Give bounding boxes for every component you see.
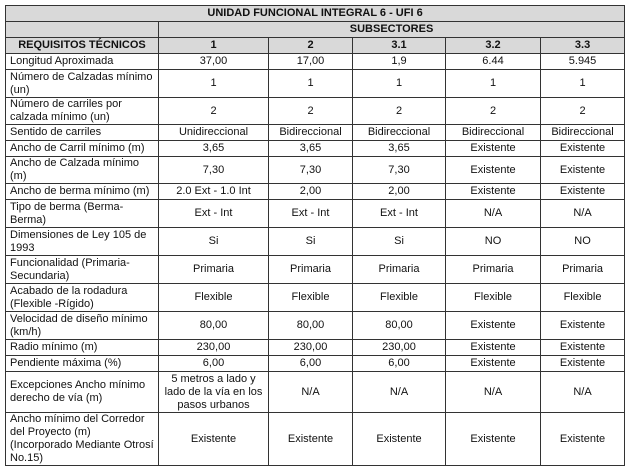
- row-label: Ancho de Calzada mínimo (m): [6, 157, 159, 184]
- cell-value: 2: [159, 98, 269, 125]
- cell-value: Existente: [446, 356, 541, 372]
- cell-value: 6,00: [269, 356, 353, 372]
- cell-value: Bidireccional: [541, 125, 625, 141]
- cell-value: Primaria: [269, 256, 353, 284]
- row-label: Número de Calzadas mínimo (un): [6, 70, 159, 98]
- cell-value: Unidireccional: [159, 125, 269, 141]
- row-label: Número de carriles por calzada mínimo (un): [6, 98, 159, 125]
- cell-value: 7,30: [269, 157, 353, 184]
- cell-value: 2.0 Ext - 1.0 Int: [159, 184, 269, 200]
- cell-value: Existente: [446, 413, 541, 466]
- cell-value: Si: [353, 228, 446, 256]
- cell-value: Primaria: [159, 256, 269, 284]
- column-header-3-1: 3.1: [353, 38, 446, 54]
- cell-value: 7,30: [159, 157, 269, 184]
- cell-value: 2: [353, 98, 446, 125]
- empty-header-cell: [6, 22, 159, 38]
- cell-value: 1: [353, 70, 446, 98]
- cell-value: Existente: [541, 340, 625, 356]
- subsectors-row: [6, 22, 625, 38]
- cell-value: Flexible: [541, 284, 625, 312]
- cell-value: Existente: [541, 413, 625, 466]
- cell-value: 6.44: [446, 54, 541, 70]
- cell-value: Bidireccional: [353, 125, 446, 141]
- cell-value: 5.945: [541, 54, 625, 70]
- cell-value: Primaria: [446, 256, 541, 284]
- cell-value: Existente: [446, 184, 541, 200]
- table-row: [6, 157, 625, 184]
- cell-value: 80,00: [353, 312, 446, 340]
- cell-value: 17,00: [269, 54, 353, 70]
- table-title: UNIDAD FUNCIONAL INTEGRAL 6 - UFI 6: [6, 6, 625, 22]
- cell-value: 1: [446, 70, 541, 98]
- row-label: Tipo de berma (Berma-Berma): [6, 200, 159, 228]
- cell-value: NO: [446, 228, 541, 256]
- table-row: [6, 98, 625, 125]
- table-row: [6, 413, 625, 466]
- cell-value: NO: [541, 228, 625, 256]
- cell-value: 2: [541, 98, 625, 125]
- cell-value: Bidireccional: [446, 125, 541, 141]
- table-row: [6, 372, 625, 413]
- cell-value: N/A: [353, 372, 446, 413]
- row-label: Longitud Aproximada: [6, 54, 159, 70]
- cell-value: Existente: [541, 312, 625, 340]
- cell-value: N/A: [269, 372, 353, 413]
- cell-value: 2: [446, 98, 541, 125]
- cell-value: N/A: [446, 372, 541, 413]
- cell-value: Existente: [541, 184, 625, 200]
- cell-value: Primaria: [353, 256, 446, 284]
- row-label: Excepciones Ancho mínimo derecho de vía (m): [6, 372, 159, 413]
- column-header-3-3: 3.3: [541, 38, 625, 54]
- row-label: Dimensiones de Ley 105 de 1993: [6, 228, 159, 256]
- cell-value: N/A: [541, 200, 625, 228]
- cell-value: 1: [159, 70, 269, 98]
- cell-value: Existente: [541, 141, 625, 157]
- cell-value: Existente: [446, 340, 541, 356]
- cell-value: 230,00: [353, 340, 446, 356]
- cell-value: Ext - Int: [269, 200, 353, 228]
- cell-value: 5 metros a lado y lado de la vía en los pasos urbanos: [159, 372, 269, 413]
- column-header-1: 1: [159, 38, 269, 54]
- cell-value: 2,00: [353, 184, 446, 200]
- table-row: [6, 228, 625, 256]
- row-label: Acabado de la rodadura (Flexible -Rígido): [6, 284, 159, 312]
- cell-value: 3,65: [353, 141, 446, 157]
- cell-value: Flexible: [353, 284, 446, 312]
- column-header-2: 2: [269, 38, 353, 54]
- table-row: [6, 340, 625, 356]
- cell-value: Flexible: [159, 284, 269, 312]
- cell-value: Ext - Int: [159, 200, 269, 228]
- cell-value: N/A: [541, 372, 625, 413]
- table-row: [6, 356, 625, 372]
- row-label: Pendiente máxima (%): [6, 356, 159, 372]
- cell-value: 1: [269, 70, 353, 98]
- cell-value: N/A: [446, 200, 541, 228]
- table-row: [6, 70, 625, 98]
- cell-value: Existente: [446, 157, 541, 184]
- cell-value: Si: [269, 228, 353, 256]
- table-row: [6, 256, 625, 284]
- subsectors-header: SUBSECTORES: [159, 22, 625, 38]
- cell-value: Bidireccional: [269, 125, 353, 141]
- cell-value: Si: [159, 228, 269, 256]
- table-row: [6, 184, 625, 200]
- cell-value: Primaria: [541, 256, 625, 284]
- cell-value: Existente: [446, 141, 541, 157]
- title-row: [6, 6, 625, 22]
- row-label: Ancho mínimo del Corredor del Proyecto (m) (Incorporado Mediante Otrosí No.15): [6, 413, 159, 466]
- cell-value: 6,00: [353, 356, 446, 372]
- cell-value: 3,65: [269, 141, 353, 157]
- table-row: [6, 312, 625, 340]
- column-header-row: [6, 38, 625, 54]
- cell-value: 230,00: [269, 340, 353, 356]
- cell-value: 80,00: [269, 312, 353, 340]
- cell-value: 2,00: [269, 184, 353, 200]
- cell-value: Existente: [541, 157, 625, 184]
- cell-value: 3,65: [159, 141, 269, 157]
- column-header-3-2: 3.2: [446, 38, 541, 54]
- technical-requirements-table: [5, 5, 625, 466]
- cell-value: 37,00: [159, 54, 269, 70]
- cell-value: Existente: [159, 413, 269, 466]
- cell-value: 1,9: [353, 54, 446, 70]
- table-row: [6, 54, 625, 70]
- row-label: Ancho de berma mínimo (m): [6, 184, 159, 200]
- cell-value: Existente: [446, 312, 541, 340]
- row-label: Radio mínimo (m): [6, 340, 159, 356]
- row-label: Funcionalidad (Primaria-Secundaria): [6, 256, 159, 284]
- requirements-header: REQUISITOS TÉCNICOS: [6, 38, 159, 54]
- cell-value: 2: [269, 98, 353, 125]
- cell-value: Flexible: [446, 284, 541, 312]
- row-label: Sentido de carriles: [6, 125, 159, 141]
- table-row: [6, 141, 625, 157]
- table-row: [6, 125, 625, 141]
- cell-value: Flexible: [269, 284, 353, 312]
- cell-value: Existente: [269, 413, 353, 466]
- cell-value: 6,00: [159, 356, 269, 372]
- cell-value: Existente: [353, 413, 446, 466]
- cell-value: 230,00: [159, 340, 269, 356]
- cell-value: 7,30: [353, 157, 446, 184]
- cell-value: Existente: [541, 356, 625, 372]
- cell-value: 80,00: [159, 312, 269, 340]
- cell-value: 1: [541, 70, 625, 98]
- cell-value: Ext - Int: [353, 200, 446, 228]
- table-row: [6, 284, 625, 312]
- row-label: Velocidad de diseño mínimo (km/h): [6, 312, 159, 340]
- table-row: [6, 200, 625, 228]
- row-label: Ancho de Carril mínimo (m): [6, 141, 159, 157]
